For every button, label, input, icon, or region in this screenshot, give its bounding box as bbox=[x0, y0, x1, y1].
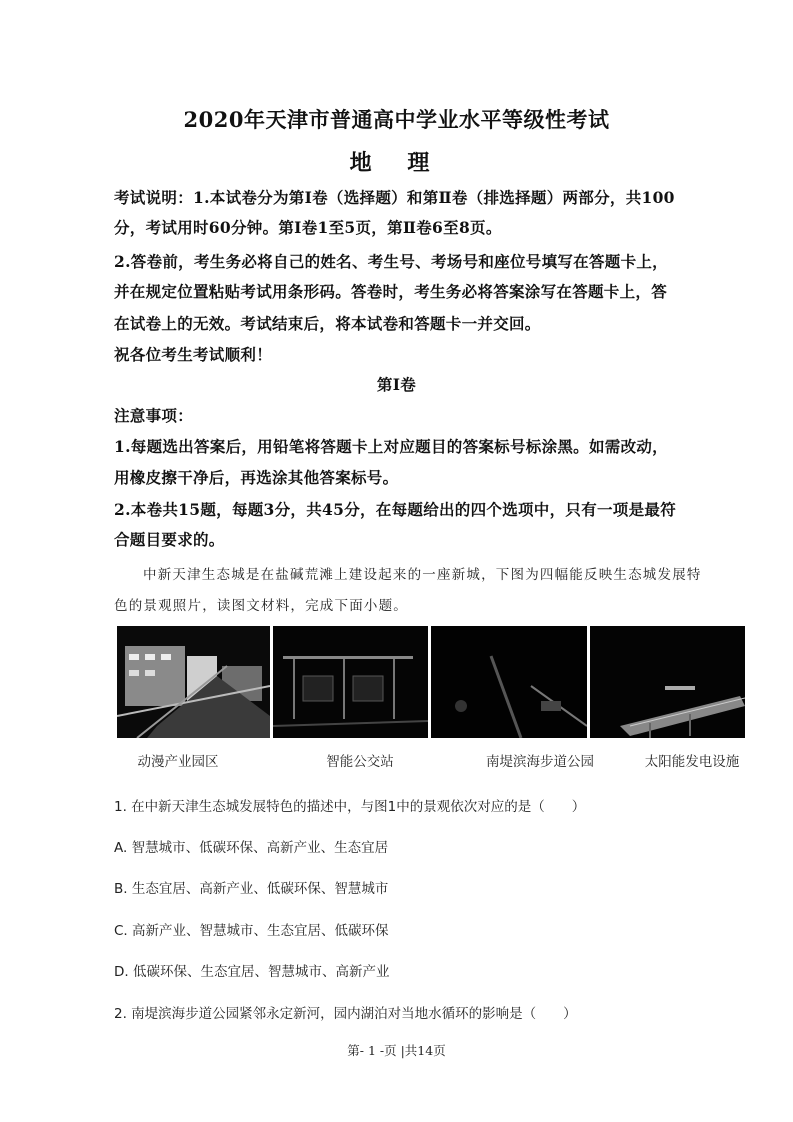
section-title: 第Ⅰ卷 bbox=[376, 375, 417, 394]
question-1-option-b: B. 生态宜居、高新产业、低碳环保、智慧城市 bbox=[114, 881, 389, 897]
intro-line: 色的景观照片，读图文材料，完成下面小题。 bbox=[114, 598, 408, 614]
question-2: 2. 南堤滨海步道公园紧邻永定新河，园内湖泊对当地水循环的影响是（ ） bbox=[114, 1006, 577, 1022]
intro-line: 中新天津生态城是在盐碱荒滩上建设起来的一座新城，下图为四幅能反映生态城发展特 bbox=[143, 567, 702, 583]
question-1-option-c: C. 高新产业、智慧城市、生态宜居、低碳环保 bbox=[114, 923, 389, 939]
instruction-line: 并在规定位置粘贴考试用条形码。答卷时，考生务必将答案涂写在答题卡上，答 bbox=[114, 282, 668, 301]
question-1: 1. 在中新天津生态城发展特色的描述中，与图1中的景观依次对应的是（ ） bbox=[114, 799, 586, 815]
instruction-line: 2.答卷前，考生务必将自己的姓名、考生号、考场号和座位号填写在答题卡上， bbox=[114, 252, 668, 271]
photo-caption: 智能公交站 bbox=[326, 754, 394, 770]
photo-animation-park bbox=[117, 626, 270, 738]
instruction-line: 在试卷上的无效。考试结束后，将本试卷和答题卡一并交回。 bbox=[114, 314, 541, 333]
notes-heading: 注意事项： bbox=[114, 406, 194, 425]
instruction-line: 祝各位考生考试顺利！ bbox=[114, 345, 273, 364]
note-line: 2.本卷共15题，每题3分，共45分，在每题给出的四个选项中，只有一项是最符 bbox=[114, 500, 677, 519]
instruction-line: 考试说明：1.本试卷分为第Ⅰ卷（选择题）和第Ⅱ卷（排选择题）两部分，共100 bbox=[114, 188, 675, 207]
exam-title: 2020年天津市普通高中学业水平等级性考试 bbox=[183, 107, 610, 132]
photo-smart-bus-stop bbox=[273, 626, 428, 738]
note-line: 1.每题选出答案后，用铅笔将答题卡上对应题目的答案标号标涂黑。如需改动， bbox=[114, 437, 668, 456]
photo-caption: 南堤滨海步道公园 bbox=[486, 754, 594, 770]
photo-caption: 动漫产业园区 bbox=[137, 754, 219, 770]
question-1-option-a: A. 智慧城市、低碳环保、高新产业、生态宜居 bbox=[114, 840, 389, 856]
photo-solar-facility bbox=[590, 626, 745, 738]
note-line: 合题目要求的。 bbox=[114, 530, 225, 549]
instruction-line: 分，考试用时60分钟。第Ⅰ卷1至5页，第Ⅱ卷6至8页。 bbox=[114, 218, 502, 237]
subject-title: 地 理 bbox=[349, 150, 444, 176]
photo-seaside-park bbox=[431, 626, 587, 738]
photo-strip bbox=[117, 626, 745, 738]
page-footer: 第- 1 -页 |共14页 bbox=[347, 1043, 446, 1058]
photo-caption: 太阳能发电设施 bbox=[644, 754, 740, 770]
question-1-option-d: D. 低碳环保、生态宜居、智慧城市、高新产业 bbox=[114, 964, 390, 980]
note-line: 用橡皮擦干净后，再选涂其他答案标号。 bbox=[114, 468, 399, 487]
